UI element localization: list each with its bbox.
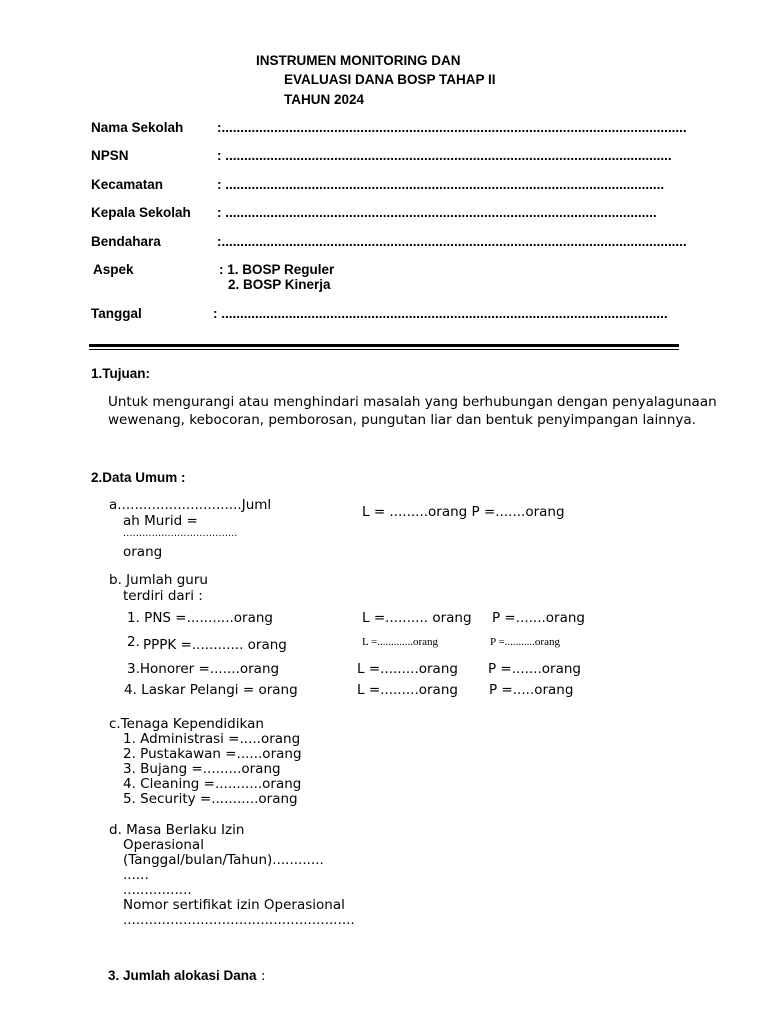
tendik-item: 4. Cleaning =...........orang [123, 776, 302, 792]
izin-line-4: ...... [123, 867, 149, 883]
guru-pns-p: P =.......orang [492, 610, 585, 626]
title-line-2: EVALUASI DANA BOSP TAHAP II [284, 72, 496, 87]
tanggal-label: Tanggal [91, 306, 142, 321]
murid-line-4: orang [123, 544, 163, 560]
nama-sekolah-label: Nama Sekolah [91, 120, 184, 135]
guru-line-2: terdiri dari : [123, 588, 203, 604]
title-line-3: TAHUN 2024 [284, 92, 365, 107]
kecamatan-field[interactable]: : ..................................................................................................................... [217, 177, 665, 192]
kepala-sekolah-field[interactable]: : ................................................................................................................... [217, 205, 657, 220]
tendik-item: 2. Pustakawan =......orang [123, 746, 302, 762]
izin-line-3: (Tanggal/bulan/Tahun)............ [123, 852, 324, 868]
murid-line-1: a.............................Juml [109, 497, 272, 513]
aspek-option-2: 2. BOSP Kinerja [228, 277, 331, 292]
divider-thin [89, 349, 679, 350]
izin-line-2: Operasional [123, 837, 204, 853]
guru-pppk-p: P =...........orang [490, 636, 560, 648]
guru-honorer: 3.Honorer =.......orang [127, 661, 280, 677]
izin-line-1: d. Masa Berlaku Izin [109, 822, 245, 838]
guru-line-1: b. Jumlah guru [109, 572, 208, 588]
tendik-heading: c.Tenaga Kependidikan [109, 716, 264, 732]
murid-line-3: .................................... [123, 528, 238, 539]
aspek-label: Aspek [93, 262, 134, 277]
nama-sekolah-field[interactable]: :............................................................................................................................ [217, 120, 687, 135]
title-line-1: INSTRUMEN MONITORING DAN [256, 53, 461, 68]
divider-thick [89, 344, 679, 347]
tendik-item: 1. Administrasi =.....orang [123, 731, 301, 747]
alokasi-heading-text: 3. Jumlah alokasi Dana [108, 968, 257, 983]
kecamatan-label: Kecamatan [91, 177, 164, 192]
guru-pppk-l: L =.............orang [362, 636, 439, 648]
tujuan-text: Untuk mengurangi atau menghindari masalah yang berhubungan dengan penyalagunaan wewenang, kebocoran, pemborosan, pungutan liar dan bentuk penyimpangan lainnya. [108, 394, 717, 428]
bendahara-field[interactable]: :............................................................................................................................ [217, 234, 687, 249]
murid-line-2: ah Murid = [123, 513, 198, 529]
npsn-field[interactable]: : ....................................................................................................................... [217, 148, 672, 163]
guru-laskar: 4. Laskar Pelangi = orang [124, 682, 298, 698]
izin-line-6: Nomor sertifikat izin Operasional [123, 897, 345, 913]
alokasi-heading [108, 968, 265, 984]
guru-laskar-l: L =.........orang [357, 682, 458, 698]
tujuan-heading: 1.Tujuan: [91, 366, 150, 381]
alokasi-colon: : [256, 968, 266, 984]
guru-pppk-number: 2. [127, 634, 140, 650]
data-umum-heading: 2.Data Umum : [91, 470, 186, 485]
tanggal-field[interactable]: : ....................................................................................................................... [213, 306, 668, 321]
izin-line-5: ................ [123, 882, 192, 898]
guru-honorer-p: P =.......orang [488, 661, 581, 677]
guru-laskar-p: P =.....orang [489, 682, 574, 698]
tendik-item: 3. Bujang =.........orang [123, 761, 281, 777]
tendik-item: 5. Security =...........orang [123, 791, 298, 807]
guru-honorer-l: L =.........orang [357, 661, 458, 677]
guru-pns: 1. PNS =...........orang [127, 610, 273, 626]
izin-line-7: ...................................................... [123, 912, 355, 928]
bendahara-label: Bendahara [91, 234, 161, 249]
npsn-label: NPSN [91, 148, 129, 163]
guru-pppk: PPPK =............ orang [143, 637, 287, 653]
aspek-option-1: : 1. BOSP Reguler [219, 262, 335, 277]
kepala-sekolah-label: Kepala Sekolah [91, 205, 191, 220]
guru-pns-l: L =.......... orang [362, 610, 472, 626]
murid-lp: L = .........orang P =.......orang [362, 504, 565, 520]
